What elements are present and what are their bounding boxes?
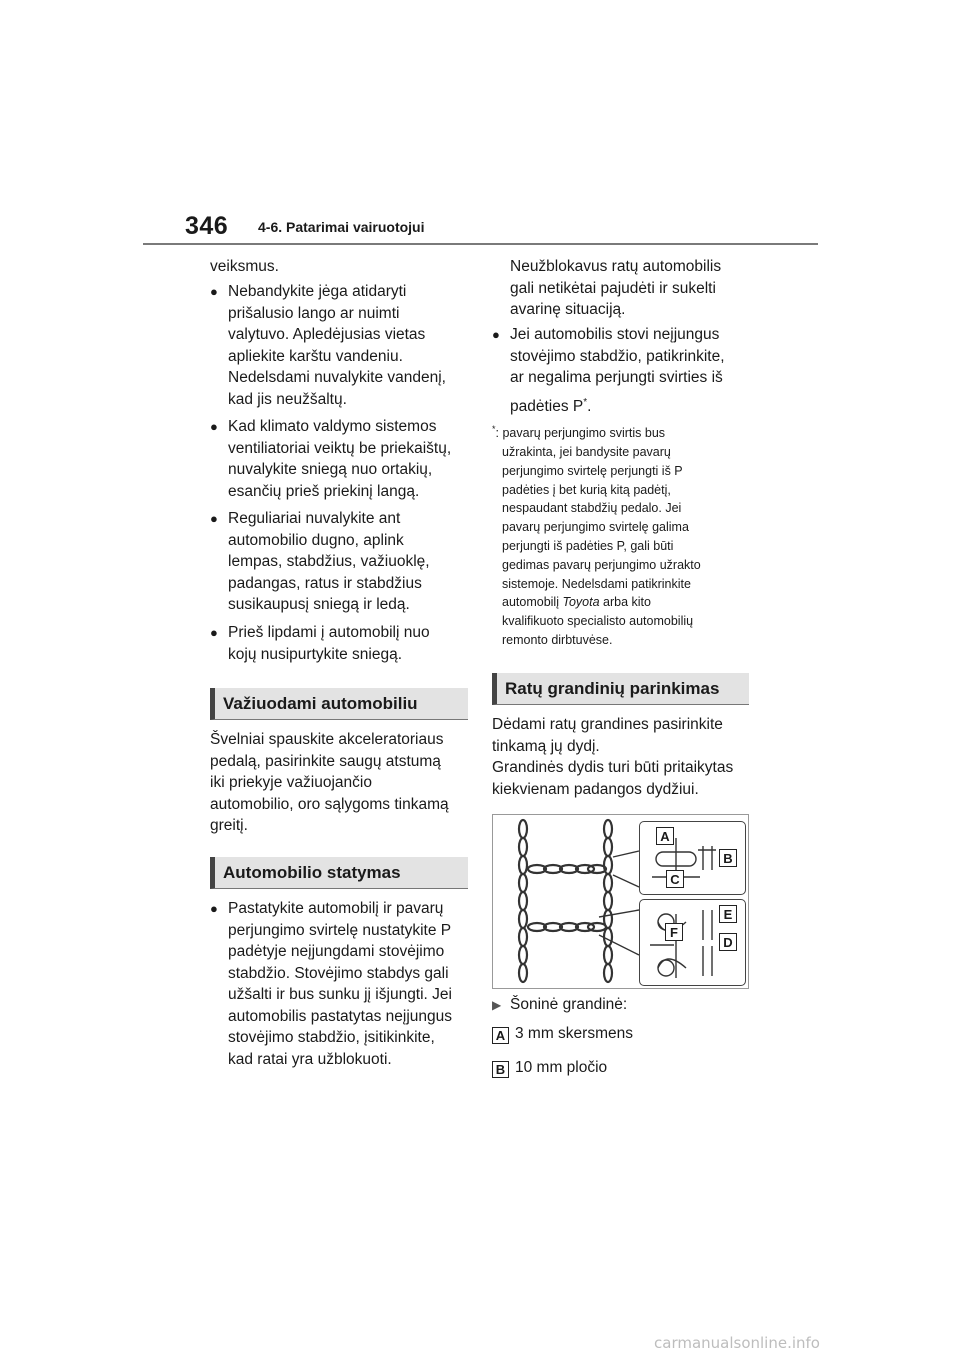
text-line: Neužblokavus ratų automobilis	[510, 258, 722, 275]
text-line: gali netikėtai pajudėti ir sukelti	[510, 279, 716, 297]
text-line: prišalusio lango ar nuimti	[228, 304, 400, 322]
text-line: ar negalima perjungti svirties iš	[510, 369, 723, 386]
text-line	[510, 392, 725, 418]
section-title: 4-6. Patarimai vairuotojui	[258, 219, 425, 235]
label-f: F	[665, 923, 683, 941]
text-line: stovėjimo stabdžio, įsitikinkite,	[228, 1029, 435, 1046]
bullet-dot-icon: ●	[210, 511, 218, 526]
text-line: Pastatykite automobilį ir pavarų	[228, 900, 444, 917]
label-d: D	[719, 933, 737, 951]
text-line: kad ratai yra užblokuoti.	[228, 1050, 392, 1068]
text-span: Šoninė grandinė:	[510, 996, 628, 1013]
brand-name: Toyota	[562, 595, 600, 610]
footnote-marker: *	[583, 396, 588, 408]
bullet-item	[210, 898, 452, 1070]
text-line: Reguliariai nuvalykite ant	[228, 510, 401, 527]
text-line: kad jis neužšaltų.	[228, 390, 347, 408]
continued-paragraph	[510, 256, 721, 321]
footnote	[492, 420, 742, 650]
bullet-item	[210, 416, 451, 502]
spec-a	[492, 1023, 633, 1045]
text-line: iki priekyje važiuojančio	[210, 774, 372, 791]
text-line: užrakinta, jei bandysite pavarų	[502, 444, 671, 459]
text-line: padėtyje neįjungdami stovėjimo	[228, 943, 445, 960]
spec-a-label: A	[492, 1027, 509, 1044]
text-line: kojų nusipurtykite sniegą.	[228, 645, 403, 663]
intro-text: veiksmus.	[210, 258, 279, 275]
text-line: esančių prieš priekinį langą.	[228, 482, 420, 500]
text-line: perjungti iš padėties P, gali būti	[502, 538, 674, 553]
text-period: .	[587, 397, 592, 415]
text-span: : pavarų perjungimo svirtis bus	[495, 426, 666, 441]
bullet-dot-icon: ●	[210, 901, 218, 916]
header-divider	[143, 243, 818, 245]
text-line: Švelniai spauskite akceleratoriaus	[210, 731, 444, 748]
text-line	[502, 593, 742, 612]
heading-text: Automobilio statymas	[223, 862, 401, 882]
footnote-first-line	[492, 420, 742, 443]
heading-parking	[210, 857, 468, 889]
text-line: automobilio dugno, aplink	[228, 531, 404, 549]
spec-b-label: B	[492, 1061, 509, 1078]
label-a: A	[656, 827, 674, 845]
text-span: padėties P	[510, 397, 584, 415]
bullet-dot-icon: ●	[210, 625, 218, 640]
chain-diagram	[492, 814, 749, 989]
heading-driving	[210, 688, 468, 720]
text-line: gedimas pavarų perjungimo užrakto	[502, 557, 701, 572]
text-line: ventiliatoriai veiktų be priekaištų,	[228, 439, 452, 457]
spec-a-text: 3 mm skersmens	[515, 1025, 633, 1042]
heading-chains	[492, 673, 749, 705]
text-line: Grandinės dydis turi būti pritaikytas	[492, 759, 734, 776]
text-line: greitį.	[210, 817, 248, 834]
side-chain-label	[492, 994, 627, 1016]
footnote-body	[492, 443, 742, 650]
text-line: nuvalykite sniegą nuo ortakių,	[228, 461, 433, 478]
text-line: avarinę situaciją.	[510, 301, 626, 318]
text-line: padangas, ratus ir stabdžius	[228, 574, 422, 592]
label-c: C	[666, 870, 684, 888]
text-line: automobilio, oro sąlygoms tinkamą	[210, 795, 449, 813]
watermark: carmanualsonline.info	[654, 1334, 820, 1352]
bullet-dot-icon: ●	[492, 327, 500, 342]
text-line: lempas, stabdžius, važiuoklę,	[228, 553, 430, 570]
bullet-item	[492, 324, 725, 417]
text-line: perjungimo svirtelę nustatykite P	[228, 921, 452, 939]
text-line: pedalą, pasirinkite saugų atstumą	[210, 752, 441, 770]
text-line: kvalifikuoto specialisto automobilių	[502, 614, 694, 629]
text-line: sistemoje. Nedelsdami patikrinkite	[502, 576, 691, 591]
text-line: remonto dirbtuvėse.	[502, 632, 613, 647]
text-line: Kad klimato valdymo sistemos	[228, 418, 437, 435]
text-line: nespaudant stabdžių pedalo. Jei	[502, 501, 682, 516]
spec-b-text: 10 mm pločio	[515, 1059, 608, 1076]
text-line: Jei automobilis stovi neįjungus	[510, 326, 720, 343]
text-line: stabdžio. Stovėjimo stabdys gali	[228, 964, 449, 982]
bullet-item	[210, 508, 430, 616]
text-line: stovėjimo stabdžio, patikrinkite,	[510, 347, 725, 365]
text-line: užšalti ir bus sunku jį išjungti. Jei	[228, 986, 452, 1003]
text-line: pavarų perjungimo svirtelę galima	[502, 520, 689, 535]
text-line: Dėdami ratų grandines pasirinkite	[492, 716, 723, 733]
triangle-bullet-icon: ▶	[492, 998, 502, 1012]
text-line: kiekvienam padangos dydžiui.	[492, 780, 699, 798]
footnote-asterisk: *	[492, 424, 496, 434]
text-line: valytuvo. Apledėjusias vietas	[228, 326, 426, 343]
label-e: E	[719, 905, 737, 923]
text-line: perjungimo svirtelę perjungti iš P	[502, 463, 683, 478]
text-span: arba kito	[599, 595, 651, 610]
label-b: B	[719, 849, 737, 867]
text-line: apliekite karštu vandeniu.	[228, 347, 403, 365]
bullet-item	[210, 281, 446, 410]
heading-text: Ratų grandinių parinkimas	[505, 678, 720, 698]
text-line: tinkamą jų dydį.	[492, 737, 600, 755]
chains-paragraph	[492, 714, 733, 800]
page-number: 346	[185, 212, 229, 240]
text-line: Nebandykite jėga atidaryti	[228, 283, 407, 300]
text-line: automobilis pastatytas neįjungus	[228, 1007, 453, 1025]
text-line: Nedelsdami nuvalykite vandenį,	[228, 369, 446, 386]
heading-text: Važiuodami automobiliu	[223, 693, 418, 713]
bullet-item	[210, 622, 430, 665]
text-line: susikaupusį sniegą ir ledą.	[228, 596, 410, 613]
bullet-dot-icon: ●	[210, 419, 218, 434]
driving-paragraph	[210, 729, 449, 837]
text-span: automobilį	[502, 595, 563, 610]
text-line: padėties į bet kurią kitą padėtį,	[502, 482, 671, 497]
spec-b	[492, 1057, 607, 1079]
text-line: Prieš lipdami į automobilį nuo	[228, 624, 430, 641]
bullet-dot-icon: ●	[210, 284, 218, 299]
